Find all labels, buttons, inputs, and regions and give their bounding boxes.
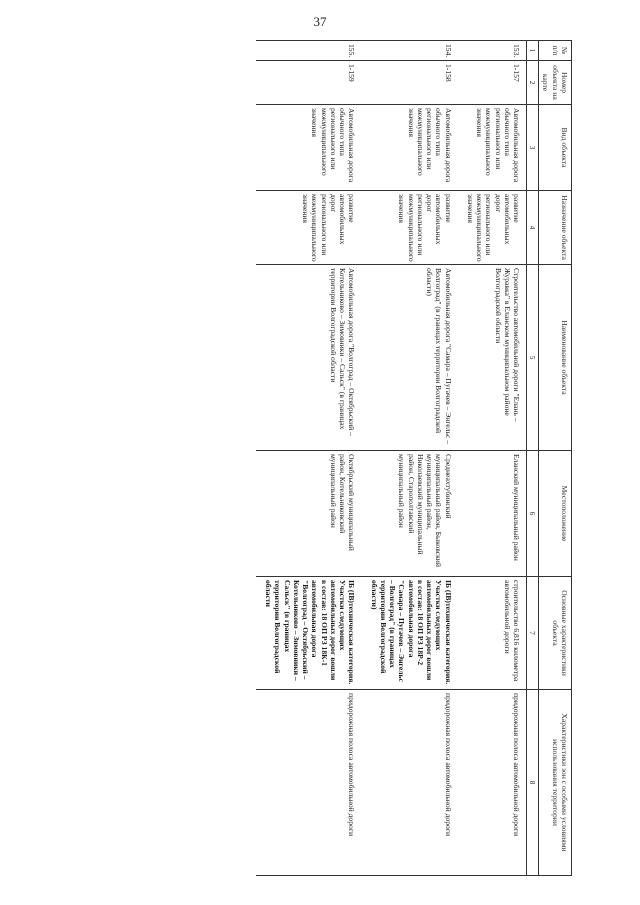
page-number: 37 <box>313 14 327 29</box>
object-name: Строительство автомобильной дороги "Елань – Журавка" в Еланском муниципальном районе Волгоградской области <box>458 265 527 451</box>
row-number: 155. <box>256 41 362 61</box>
object-type: Автомобильная дорога обычного типа регионального или межмуниципального значения <box>458 105 527 191</box>
object-code: 1-159 <box>256 61 362 105</box>
header-cell: Вид объекта <box>539 105 572 191</box>
column-number: 5 <box>527 265 539 451</box>
column-number-row <box>527 41 539 876</box>
header-cell: Наименование объекта <box>539 265 572 451</box>
object-code: 1-158 <box>361 61 457 105</box>
column-number: 7 <box>527 577 539 690</box>
column-number: 3 <box>527 105 539 191</box>
objects-table <box>256 40 572 876</box>
object-name: Автомобильная дорога "Самара – Пугачев – Энгельс – Волгоград" (в границах территории Волгоградской области) <box>361 265 457 451</box>
column-number: 4 <box>527 191 539 265</box>
object-characteristics: IБ (IВ)техническая категория. Участки следующих автомобильных дорог вошли в состав: 18 ОП РЗ 18К-1 автомобильная дорога "Волгоград – Октябрьский – Котельниково – Зимовники – Сальск" (в границах территории Волгоградской области <box>256 577 362 690</box>
object-purpose: развитие автомобильных дорог регионального или межмуниципального значения <box>361 191 457 265</box>
object-characteristics: строительство 6,816 километра автомобильной дороги <box>458 577 527 690</box>
header-cell: № п/п <box>539 41 572 61</box>
table-row <box>458 41 527 876</box>
zone-characteristics: придорожная полоса автомобильной дороги <box>458 690 527 876</box>
column-number: 8 <box>527 690 539 876</box>
object-type: Автомобильная дорога обычного типа регионального или межмуниципального значения <box>361 105 457 191</box>
column-number: 2 <box>527 61 539 105</box>
row-number: 154. <box>361 41 457 61</box>
object-location: Среднеахтубинский муниципальный район, Быковский муниципальный район, Николаевский муниципальный район, Старополтавский муниципальный район <box>361 451 457 577</box>
header-row <box>539 41 572 876</box>
table-row <box>361 41 457 876</box>
row-number: 153. <box>458 41 527 61</box>
zone-characteristics: придорожная полоса автомобильной дороги <box>256 690 362 876</box>
header-cell: Характеристики зон с особыми условиями использования территории <box>539 690 572 876</box>
rotated-table-wrapper <box>117 40 572 875</box>
header-cell: Назначение объекта <box>539 191 572 265</box>
object-characteristics: IБ (IВ)техническая категория. Участки следующих автомобильных дорог вошли в состав: 18 ОП РЗ 18Р-2 автомобильная дорога "Самара – Пугачев – Энгельс – Волгоград" (в границах территории Волгоградской области) <box>361 577 457 690</box>
object-code: 1-157 <box>458 61 527 105</box>
object-name: Автомобильная дорога "Волгоград – Октябрьский – Котельниково – Зимовники – Сальск" (в границах территории Волгоградской области <box>256 265 362 451</box>
object-type: Автомобильная дорога обычного типа регионального или межмуниципального значения <box>256 105 362 191</box>
header-cell: Номер объекта на карте <box>539 61 572 105</box>
column-number: 6 <box>527 451 539 577</box>
header-cell: Основные характеристики объекта <box>539 577 572 690</box>
object-purpose: развитие автомобильных дорог регионального или межмуниципального значения <box>458 191 527 265</box>
object-purpose: развитие автомобильных дорог регионального или межмуниципального значения <box>256 191 362 265</box>
table-row <box>256 41 362 876</box>
object-location: Еланский муниципальный район <box>458 451 527 577</box>
column-number: 1 <box>527 41 539 61</box>
header-cell: Местоположение <box>539 451 572 577</box>
zone-characteristics: придорожная полоса автомобильной дороги <box>361 690 457 876</box>
object-location: Октябрьский муниципальный район, Котельниковский муниципальный район <box>256 451 362 577</box>
